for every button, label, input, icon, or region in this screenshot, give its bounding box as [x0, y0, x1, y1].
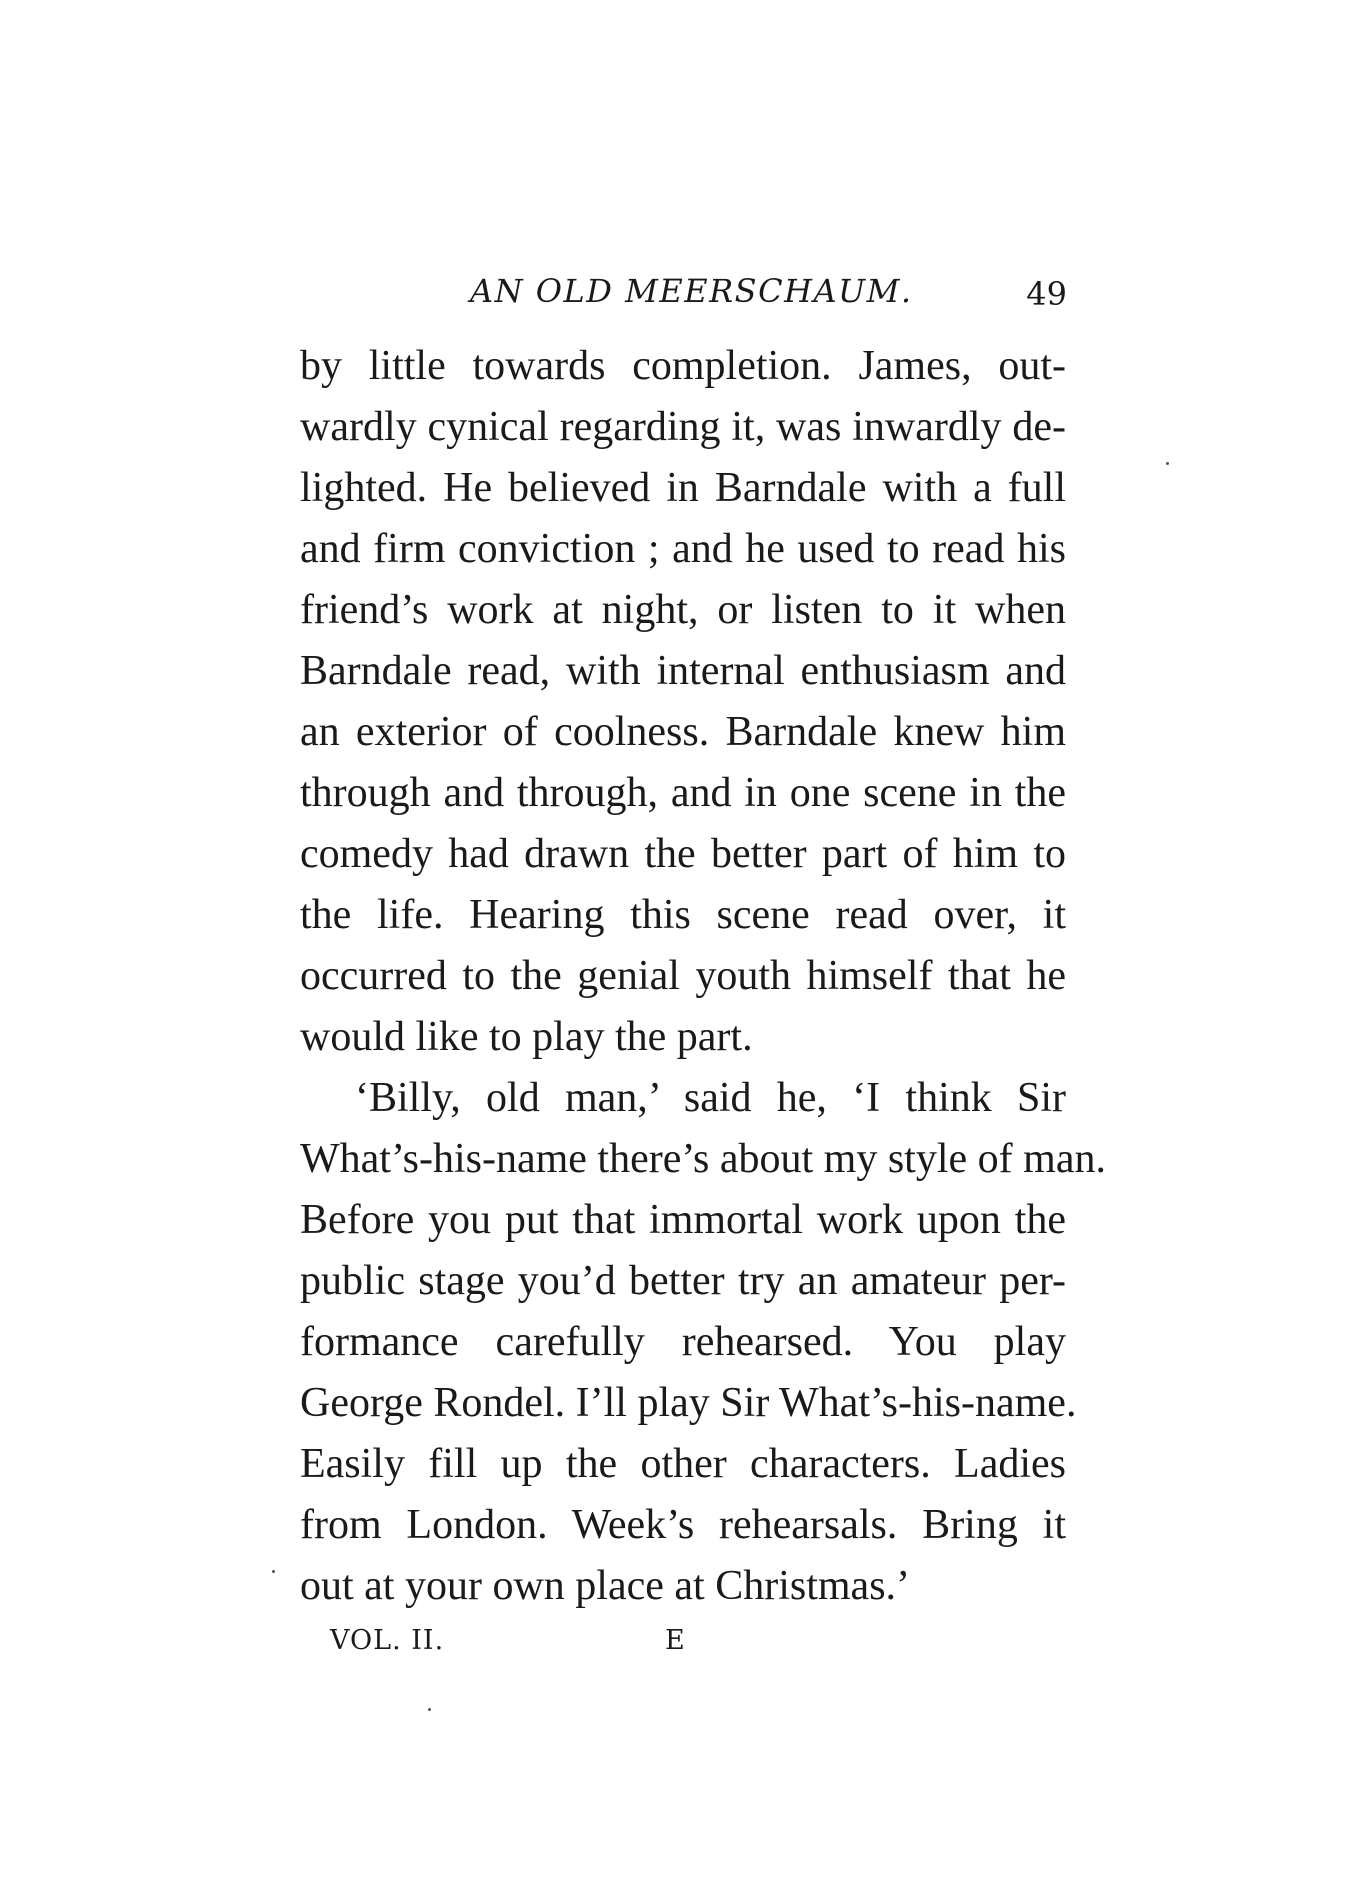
text-line: wardly cynical regarding it, was inwardly de- — [300, 404, 1066, 450]
text-line: Barndale read, with internal enthusiasm and — [300, 648, 1066, 694]
text-line: by little towards completion. James, out- — [300, 343, 1066, 389]
text-line: public stage you’d better try an amateur per- — [300, 1258, 1066, 1304]
text-line: from London. Week’s rehearsals. Bring it — [300, 1502, 1066, 1548]
text-line: George Rondel. I’ll play Sir What’s-his-name. — [300, 1380, 1077, 1426]
text-line: comedy had drawn the better part of him to — [300, 831, 1066, 877]
text-line: ‘Billy, old man,’ said he, ‘I think Sir — [355, 1075, 1066, 1121]
text-line: the life. Hearing this scene read over, it — [300, 892, 1066, 938]
text-line: occurred to the genial youth himself that he — [300, 953, 1066, 999]
text-line: and firm conviction ; and he used to read his — [300, 526, 1066, 572]
text-line: friend’s work at night, or listen to it when — [300, 587, 1066, 633]
print-speck — [428, 1708, 431, 1711]
text-line: Before you put that immortal work upon the — [300, 1197, 1066, 1243]
running-head: AN OLD MEERSCHAUM. — [470, 272, 913, 310]
page-footer — [330, 1625, 830, 1665]
page-number: 49 — [1026, 275, 1067, 313]
body-text — [300, 336, 1106, 1617]
text-line: through and through, and in one scene in the — [300, 770, 1066, 816]
text-line: Easily fill up the other characters. Ladies — [300, 1441, 1066, 1487]
volume-mark: VOL. II. — [330, 1625, 445, 1656]
text-line: lighted. He believed in Barndale with a full — [300, 465, 1066, 511]
text-line: formance carefully rehearsed. You play — [300, 1319, 1066, 1365]
paragraph — [300, 1068, 1106, 1617]
print-speck — [1166, 462, 1169, 465]
text-line: an exterior of coolness. Barndale knew him — [300, 709, 1066, 755]
text-line: What’s-his-name there’s about my style of man. — [300, 1136, 1106, 1182]
text-line: would like to play the part. — [300, 1014, 753, 1060]
print-speck — [272, 1570, 275, 1573]
text-line: out at your own place at Christmas.’ — [300, 1563, 911, 1609]
paragraph — [300, 336, 1066, 1068]
signature-mark: E — [665, 1625, 686, 1656]
page-header — [300, 272, 1070, 322]
